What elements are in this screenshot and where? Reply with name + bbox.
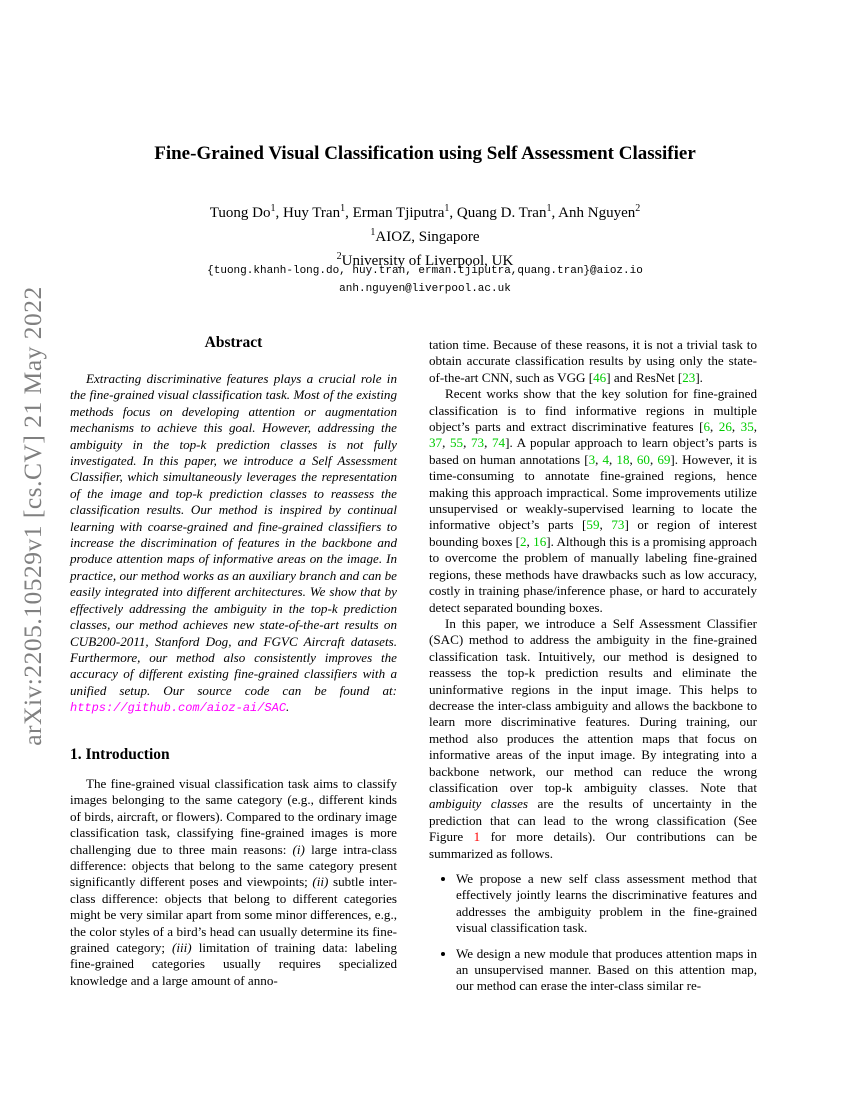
author-list: Tuong Do$^1$, Huy Tran$^1$, Erman Tjiputra$^1$, Quang D. Tran$^1$, Anh Nguyen$^2$ (209, 203, 641, 221)
citation-link[interactable]: 69 (657, 451, 671, 467)
citation-link[interactable]: 6 (703, 419, 710, 435)
author-block (0, 199, 850, 271)
citation-link[interactable]: 73 (471, 435, 485, 451)
author-affiliation-mark: 1 (270, 203, 276, 214)
author-name: Huy Tran (282, 205, 341, 221)
author-name: Erman Tjiputra (352, 205, 445, 221)
citation-link[interactable]: 46 (593, 369, 607, 385)
citation-link[interactable]: 16 (533, 533, 547, 549)
citation-link[interactable]: 18 (616, 451, 630, 467)
figure-reference-link[interactable]: 1 (473, 829, 481, 845)
citation-link[interactable]: 37 (429, 435, 443, 451)
contribution-item: • We propose a new self class assessment method that effectively jointly learns the discriminative features and addresses the ambiguity problem in the fine-grained visual classification task. (456, 871, 757, 937)
affiliation-line: $^2$University of Liverpool, UK (336, 251, 514, 269)
author-name: Anh Nguyen (558, 205, 636, 221)
citation-link[interactable]: 23 (682, 369, 696, 385)
author-affiliation-mark: 2 (635, 203, 641, 214)
citation-link[interactable]: 60 (636, 451, 650, 467)
email-line: {tuong.khanh-long.do, huy.tran, erman.tjiputra,quang.tran}@aioz.io (207, 265, 643, 277)
citation-link[interactable]: 3 (588, 451, 596, 467)
author-emails (0, 262, 850, 298)
introduction-left-column (70, 776, 397, 989)
citation-link[interactable]: 74 (492, 435, 506, 451)
contribution-item: • We design a new module that produces attention maps in an unsupervised manner. Based on this attention map, our method can erase the inter-class similar re- (456, 946, 757, 995)
intro-paragraph-2: Recent works show that the key solution for fine-grained classification is to find informative regions in multiple object’s parts and extract discriminative features [6, 26, 35, 37, 55, 73, 74]. A popular approach to learn object’s parts is based on human annotations [3, 4, 18, 60, 69]. However, it is time-consuming to annotate fine-grained regions, hence making this approach impractical. Some improvements utilize unsupervised or weakly-supervised learning to locate the informative object’s parts [59, 73] or region of interest bounding boxes [2, 16]. Although this is a promising approach to overcome the problem of manually labeling fine-grained regions, these methods have drawbacks such as low accuracy, costly in training phase/inference phase, or hard to accurately detect separated bounding boxes. (429, 386, 758, 615)
arxiv-identifier-stamp (16, 281, 50, 751)
author-affiliation-mark: 1 (546, 203, 552, 214)
citation-link[interactable]: 73 (611, 517, 625, 533)
citation-link[interactable]: 55 (450, 435, 464, 451)
intro-paragraph-1-continued: tation time. Because of these reasons, it is not a trivial task to obtain accurate classification results by using only the state-of-the-art CNN, such as VGG [46] and ResNet [23]. (429, 337, 757, 385)
paper-title: Fine-Grained Visual Classification using Self Assessment Classifier (154, 143, 696, 164)
author-affiliation-mark: 1 (444, 203, 450, 214)
introduction-right-column (429, 337, 757, 1004)
contributions-list (429, 871, 757, 995)
author-affiliation-mark: 1 (340, 203, 346, 214)
abstract-body (70, 371, 397, 717)
citation-link[interactable]: 4 (602, 451, 610, 467)
citation-link[interactable]: 35 (740, 419, 754, 435)
citation-link[interactable]: 59 (586, 517, 600, 533)
abstract-heading: Abstract (204, 334, 263, 351)
abstract-paragraph: Extracting discriminative features plays a crucial role in the fine-grained visual classification task. Most of the existing methods focus on developing attention or augmentation mechanisms to achieve this goal. However, addressing the ambiguity in the top-k prediction classes is not fully investigated. In this paper, we introduce a Self Assessment Classifier, which simultaneously leverages the representation of the image and top-k prediction classes to reassess the classification results. Our method is inspired by continual learning with coarse-grained and fine-grained classifiers to increase the discrimination of features in the backbone and produce attention maps of informative areas on the image. In practice, our method works as an auxiliary branch and can be easily integrated into different architectures. We show that by effectively addressing the ambiguity in the top-k prediction classes, our method achieves new state-of-the-art results on CUB200-2011, Stanford Dog, and FGVC Aircraft datasets. Furthermore, our method also consistently improves the accuracy of different existing fine-grained classifiers with a unified setup. Our source code can be found at: https://github.com/aioz-ai/SAC. (70, 371, 397, 716)
intro-paragraph-1: The fine-grained visual classification task aims to classify images belonging to the same category (e.g., different kinds of birds, aircraft, or flowers). Compared to the ordinary image classification task, classifying fine-grained images is more challenging due to three main reasons: (i) large intra-class difference: objects that belong to the same category present significantly different poses and viewpoints; (ii) subtle inter-class difference: objects that belong to different categories might be very similar apart from some minor differences, e.g., the color styles of a bird’s head can usually determine its fine-grained category; (iii) limitation of training data: labeling fine-grained categories usually requires specialized knowledge and a large amount of anno- (70, 776, 397, 988)
email-line: anh.nguyen@liverpool.ac.uk (339, 283, 511, 295)
citation-link[interactable]: 2 (520, 533, 527, 549)
source-code-link[interactable]: https://github.com/aioz-ai/SAC (70, 701, 287, 716)
citation-link[interactable]: 26 (718, 419, 732, 435)
author-name: Tuong Do (209, 205, 271, 221)
introduction-heading: 1. Introduction (70, 746, 170, 763)
arxiv-identifier-text: arXiv:2205.10529v1 [cs.CV] 21 May 2022 (18, 286, 48, 746)
intro-paragraph-3: In this paper, we introduce a Self Assessment Classifier (SAC) method to address the ambiguity in the fine-grained classification task. Intuitively, our method is designed to reassess the top-k prediction results and eliminate the uninformative regions in the input image. This helps to decrease the inter-class ambiguity and allows the backbone to learn more discriminative features. During training, our method also produces the attention maps that focus on informative areas of the input image. By integrating into a backbone network, our method can reduce the wrong classification over top-k ambiguity classes. Note that ambiguity classes are the results of uncertainty in the prediction that can lead to the wrong classification (See Figure 1 for more details). Our contributions can be summarized as follows. (429, 615, 758, 861)
author-name: Quang D. Tran (456, 205, 547, 221)
affiliation-line: $^1$AIOZ, Singapore (370, 227, 480, 245)
